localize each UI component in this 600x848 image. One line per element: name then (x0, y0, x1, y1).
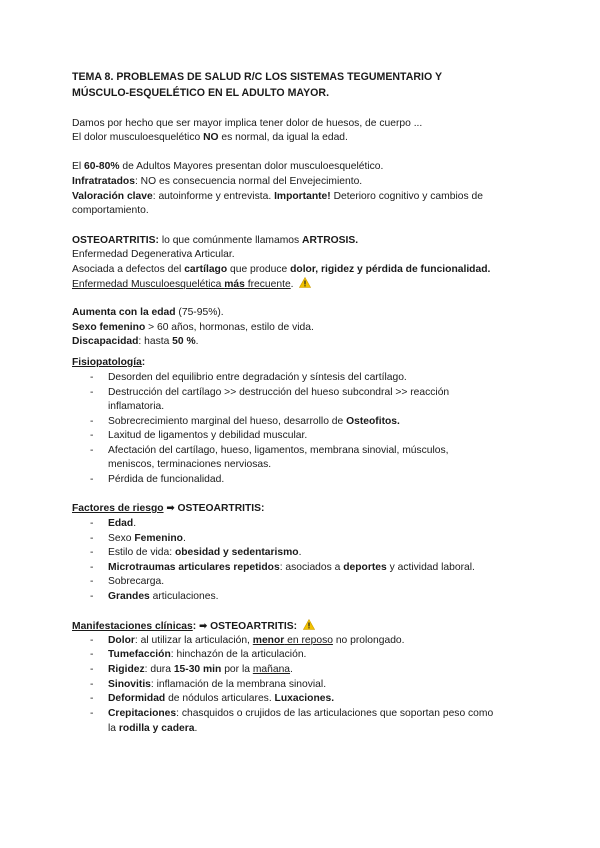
list-item: Laxitud de ligamentos y debilidad muscular. (108, 430, 308, 441)
list-item: Deformidad de nódulos articulares. Luxaciones. (108, 693, 335, 704)
manif-heading: Manifestaciones clínicas: ➡ OSTEOARTRITIS: (72, 619, 315, 633)
stats-line-2: Infratratados: NO es consecuencia normal del Envejecimiento. (72, 176, 363, 187)
list-bullet: - (90, 372, 94, 383)
list-bullet: - (90, 635, 94, 646)
list-bullet: - (90, 518, 94, 529)
list-bullet: - (90, 708, 94, 719)
intro-line-1: Damos por hecho que ser mayor implica tener dolor de huesos, de cuerpo ... (72, 118, 423, 129)
fisio-heading: Fisiopatología: (72, 357, 146, 368)
demo-line-1: Aumenta con la edad (75-95%). (72, 307, 224, 318)
list-item: Sinovitis: inflamación de la membrana sinovial. (108, 679, 327, 690)
list-item: Sobrecrecimiento marginal del hueso, desarrollo de Osteofitos. (108, 416, 400, 427)
list-item: Afectación del cartílago, hueso, ligamentos, membrana sinovial, músculos, (108, 445, 449, 456)
list-bullet: - (90, 693, 94, 704)
arrow-right-icon: ➡ (163, 503, 178, 514)
list-item: Estilo de vida: obesidad y sedentarismo. (108, 547, 302, 558)
warning-icon (299, 277, 311, 288)
list-item: Rigidez: dura 15-30 min por la mañana. (108, 664, 293, 675)
list-item: Tumefacción: hinchazón de la articulación. (108, 649, 307, 660)
intro-line-2: El dolor musculoesquelético NO es normal, da igual la edad. (72, 132, 348, 143)
list-item: Crepitaciones: chasquidos o crujidos de las articulaciones que soportan peso como (108, 708, 494, 719)
osteo-line-1: OSTEOARTRITIS: lo que comúnmente llamamos ARTROSIS. (72, 235, 359, 246)
list-item: Edad. (108, 518, 137, 529)
demo-line-3: Discapacidad: hasta 50 %. (72, 336, 199, 347)
list-item: Sexo Femenino. (108, 533, 186, 544)
arrow-right-icon: ➡ (196, 621, 211, 632)
list-bullet: - (90, 416, 94, 427)
list-item: Pérdida de funcionalidad. (108, 474, 225, 485)
list-bullet: - (90, 591, 94, 602)
list-item: Microtraumas articulares repetidos: asociados a deportes y actividad laboral. (108, 562, 475, 573)
list-item-continuation: meniscos, terminaciones nerviosas. (108, 459, 272, 470)
list-bullet: - (90, 547, 94, 558)
list-bullet: - (90, 474, 94, 485)
list-bullet: - (90, 562, 94, 573)
list-item: Sobrecarga. (108, 576, 165, 587)
list-bullet: - (90, 533, 94, 544)
list-bullet: - (90, 387, 94, 398)
list-item-continuation: la rodilla y cadera. (108, 723, 198, 734)
stats-line-4: comportamiento. (72, 205, 149, 216)
list-item-continuation: inflamatoria. (108, 401, 165, 412)
list-bullet: - (90, 576, 94, 587)
osteo-line-4: Enfermedad Musculoesquelética más frecuente. (72, 277, 311, 291)
list-bullet: - (90, 679, 94, 690)
list-bullet: - (90, 664, 94, 675)
list-item: Desorden del equilibrio entre degradación y síntesis del cartílago. (108, 372, 407, 383)
demo-line-2: Sexo femenino > 60 años, hormonas, estilo de vida. (72, 322, 314, 333)
list-bullet: - (90, 430, 94, 441)
osteo-line-3: Asociada a defectos del cartílago que produce dolor, rigidez y pérdida de funcionalidad. (72, 264, 491, 275)
stats-line-1: El 60-80% de Adultos Mayores presentan dolor musculoesquelético. (72, 161, 384, 172)
list-item: Destrucción del cartílago >> destrucción del hueso subcondral >> reacción (108, 387, 450, 398)
list-item: Grandes articulaciones. (108, 591, 219, 602)
warning-icon (303, 619, 315, 630)
document-title-line-2: MÚSCULO-ESQUELÉTICO EN EL ADULTO MAYOR. (72, 87, 330, 99)
list-bullet: - (90, 445, 94, 456)
stats-line-3: Valoración clave: autoinforme y entrevista. Importante! Deterioro cognitivo y cambios de (72, 191, 483, 202)
document-title-line-1: TEMA 8. PROBLEMAS DE SALUD R/C LOS SISTEMAS TEGUMENTARIO Y (72, 71, 443, 83)
list-item: Dolor: al utilizar la articulación, menor en reposo no prolongado. (108, 635, 405, 646)
list-bullet: - (90, 649, 94, 660)
osteo-line-2: Enfermedad Degenerativa Articular. (72, 249, 235, 260)
factores-heading: Factores de riesgo ➡ OSTEOARTRITIS: (72, 503, 265, 514)
